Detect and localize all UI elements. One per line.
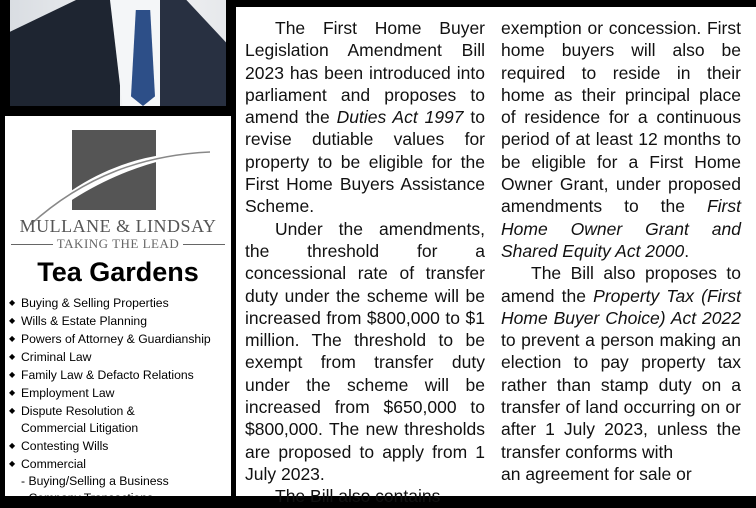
paragraph: exemption or concession. First home buyers will also be required to reside in their home as their principal place of residence for a continuous period of at least 12 months to be eligible for a First Home Owner Grant, under proposed amendments to the First Home Owner Grant and Shared Equity Act 2000. bbox=[501, 18, 741, 261]
service-item: ◆ Employment Law bbox=[9, 386, 115, 400]
service-item: ◆ Powers of Attorney & Guardianship bbox=[9, 332, 211, 346]
service-item: ◆ Commercial bbox=[9, 457, 87, 471]
firm-ad-card bbox=[5, 116, 231, 505]
service-item: ◆ Wills & Estate Planning bbox=[9, 314, 147, 328]
service-item: ◆ Contesting Wills bbox=[9, 439, 109, 453]
article-body bbox=[236, 7, 756, 507]
service-item: Commercial Litigation bbox=[21, 421, 139, 435]
firm-name: MULLANE & LINDSAY bbox=[19, 216, 217, 236]
service-item: ◆ Criminal Law bbox=[9, 350, 92, 364]
service-item: - Buying/Selling a Business bbox=[21, 474, 169, 488]
service-item: ◆ Dispute Resolution & bbox=[9, 404, 135, 418]
bullet-icon: ◆ bbox=[9, 406, 16, 415]
service-item: ◆ Family Law & Defacto Relations bbox=[9, 368, 194, 382]
paragraph: an agreement for sale or bbox=[501, 463, 692, 484]
article-column-2 bbox=[501, 17, 741, 485]
paragraph: The Bill also proposes to amend the Property Tax (First Home Buyer Choice) Act 2022 to prevent a person making an election to pay property tax rather than stamp duty on a transfer of land occurring on or after 1 July 2023, unless the transfer conforms with bbox=[501, 263, 741, 462]
service-item: ◆ Buying & Selling Properties bbox=[9, 296, 169, 310]
firm-tagline: TAKING THE LEAD bbox=[11, 236, 225, 252]
bullet-icon: ◆ bbox=[9, 352, 16, 361]
bullet-icon: ◆ bbox=[9, 370, 16, 379]
article-column-1 bbox=[245, 17, 485, 508]
paragraph: The Bill also contains bbox=[275, 486, 441, 507]
logo-swoosh-icon bbox=[25, 130, 215, 230]
sidebar bbox=[0, 0, 236, 505]
paragraph: The First Home Buyer Legislation Amendment Bill 2023 has been introduced into parliament and proposes to amend the Duties Act 1997 to revise dutiable values for property to be eligible for the First Home Buyers Assistance Scheme. bbox=[245, 18, 485, 217]
office-location-heading: Tea Gardens bbox=[37, 257, 199, 287]
bullet-icon: ◆ bbox=[9, 441, 16, 450]
bullet-icon: ◆ bbox=[9, 298, 16, 307]
services-list bbox=[9, 294, 211, 507]
top-border bbox=[236, 0, 756, 7]
lawyer-portrait-photo bbox=[10, 0, 226, 106]
bullet-icon: ◆ bbox=[9, 459, 16, 468]
bullet-icon: ◆ bbox=[9, 334, 16, 343]
service-item: - Company Transactions bbox=[21, 491, 154, 505]
bullet-icon: ◆ bbox=[9, 388, 16, 397]
bullet-icon: ◆ bbox=[9, 316, 16, 325]
paragraph: Under the amendments, the threshold for a concessional rate of transfer duty under the scheme will be increased from $800,000 to $1 million. The threshold to be exempt from transfer duty under the scheme will be increased from $650,000 to $800,000. The new thresholds are proposed to apply from 1 July 2023. bbox=[245, 218, 485, 484]
